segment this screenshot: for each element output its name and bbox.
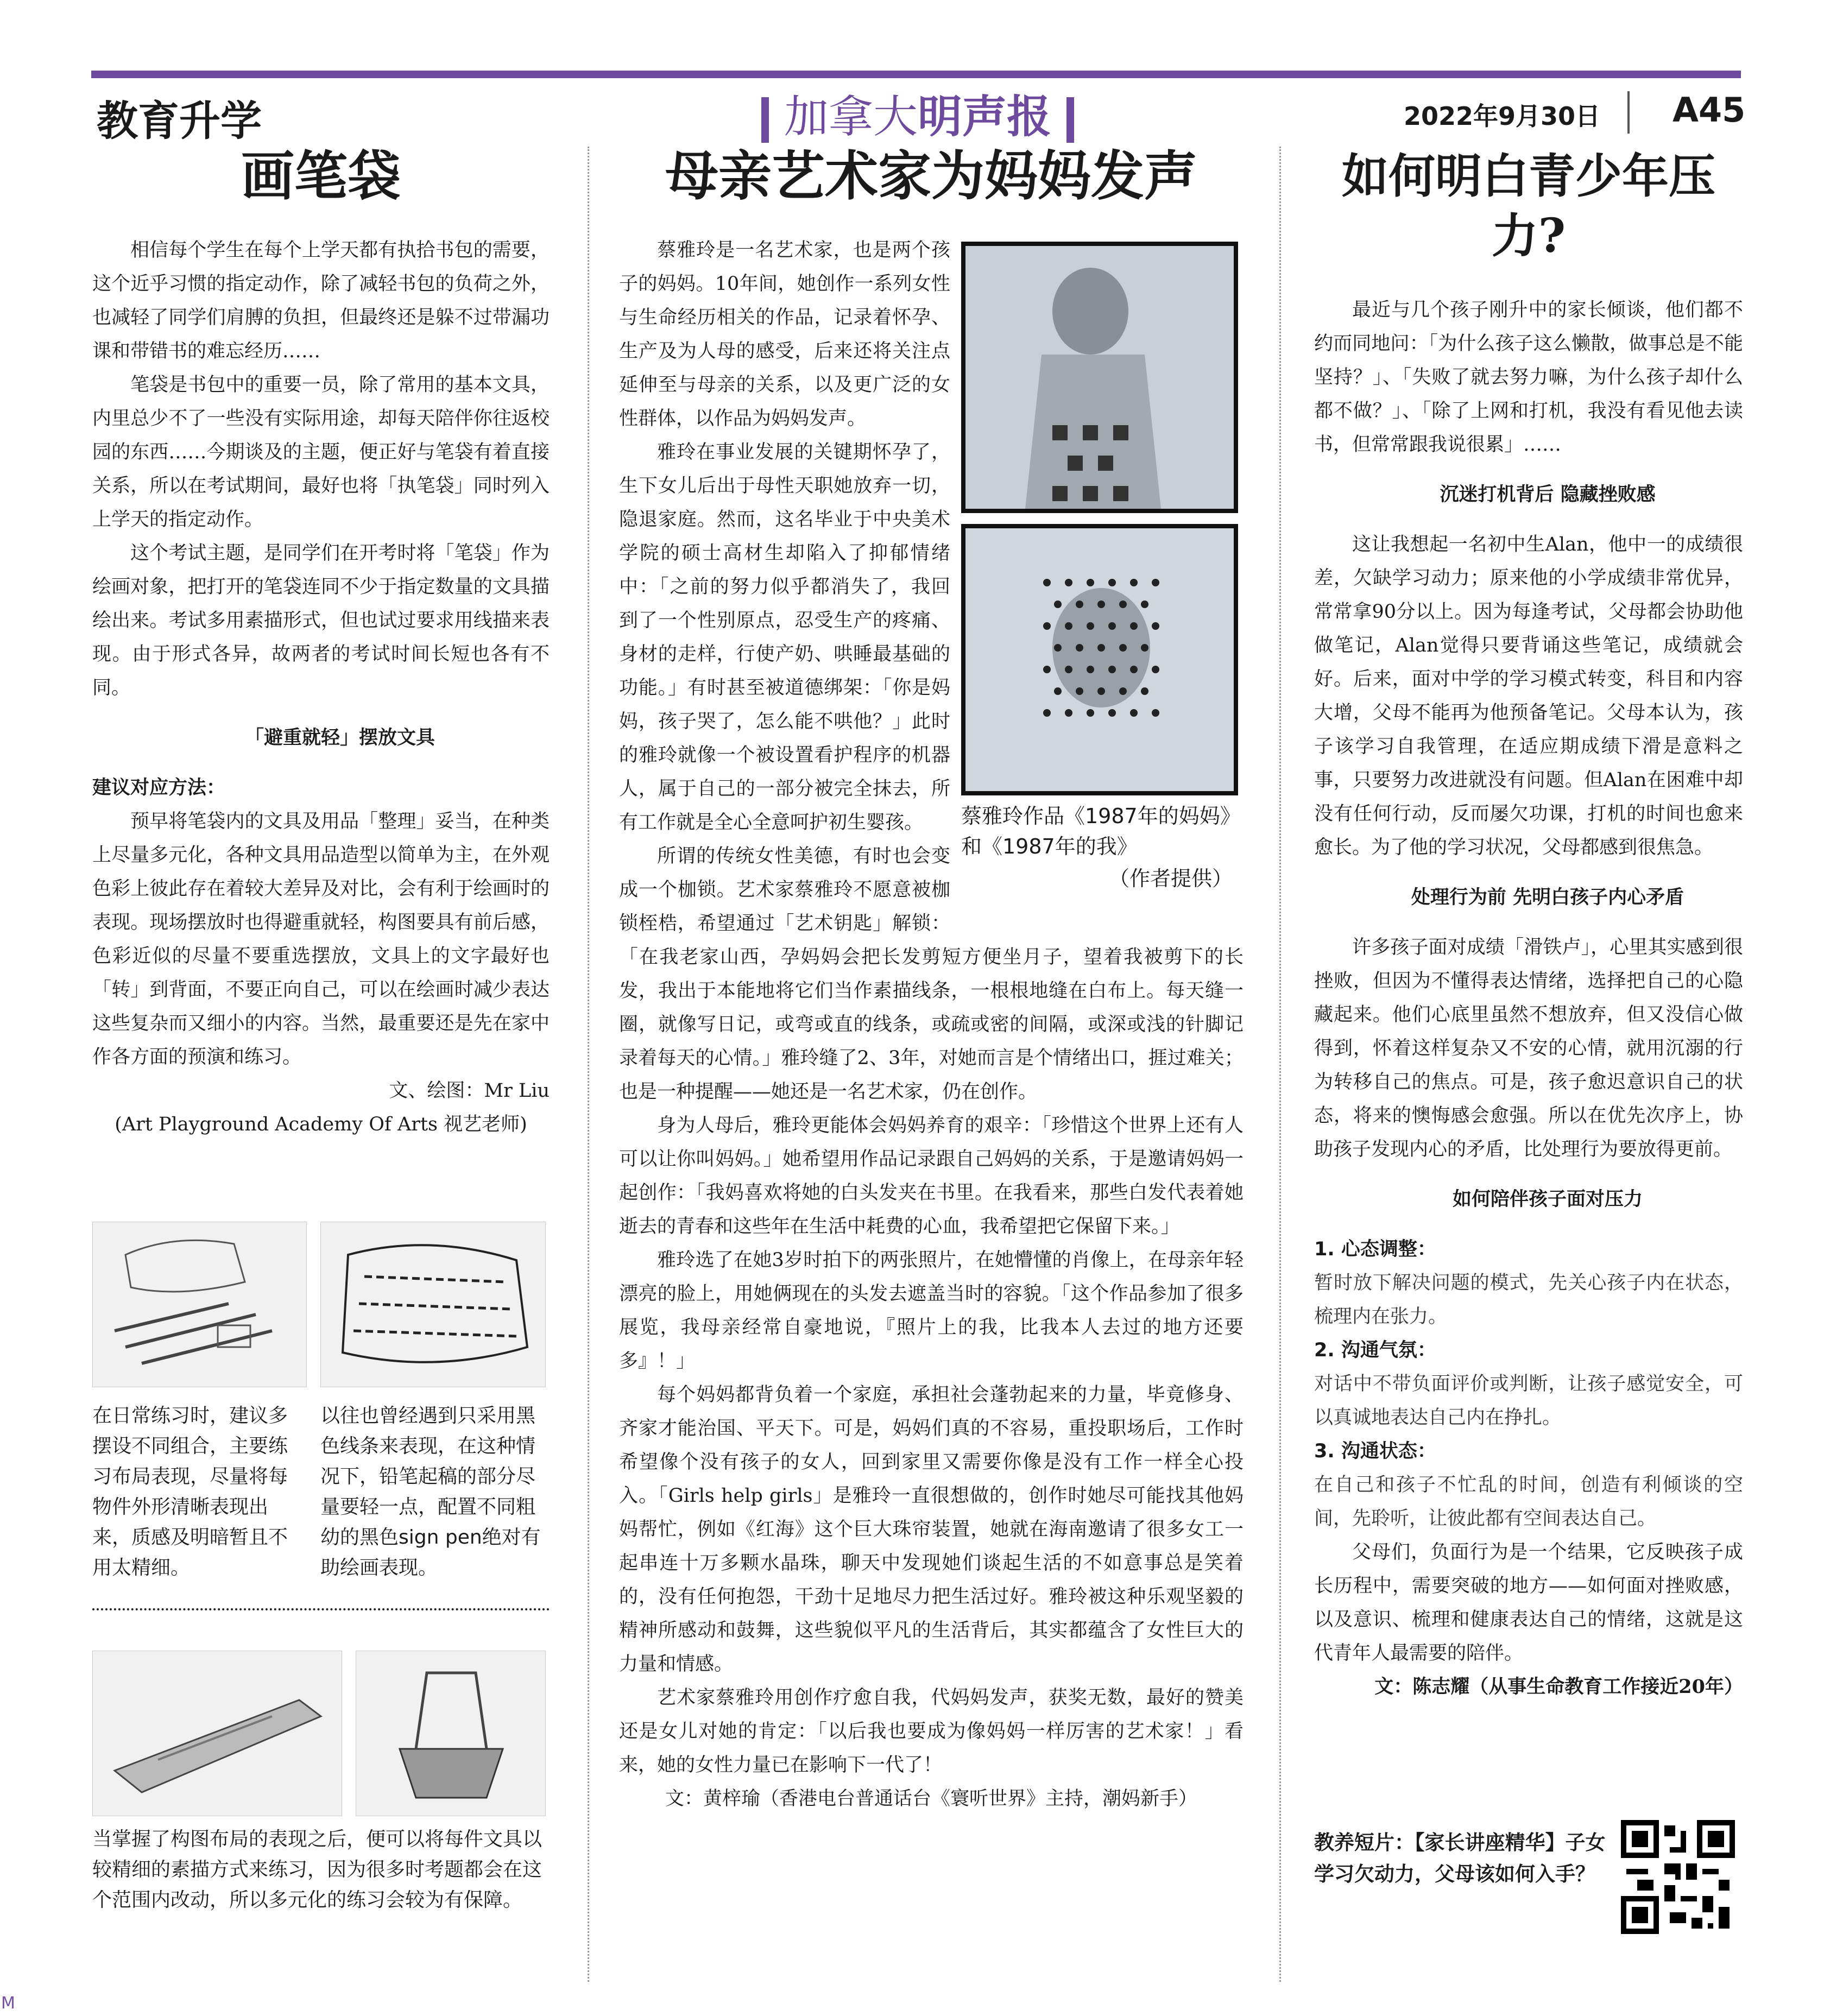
qr-pattern-icon — [1621, 1820, 1735, 1934]
artwork-photo-self — [961, 524, 1238, 795]
paragraph: 每个妈妈都背负着一个家庭，承担社会蓬勃起来的力量，毕竟修身、齐家才能治国、平天下。可是，妈妈们真的不容易，重投职场后，工作时希望像个没有孩子的女人，回到家里又需要你像是没有工作一样全心投入。「Girls help girls」是雅玲一直很想做的，创作时她尽可能找其他妈妈帮忙，例如《红海》这个巨大珠帘装置，她就在海南邀请了很多女工一起串连十万多颗水晶珠，聊天中发现她们谈起生活的不如意事总是笑着的，没有任何抱怨，干劲十足地尽力把生活过好。雅玲被这种乐观坚毅的精神所感动和鼓舞，这些貌似平凡的生活背后，其实都蕴含了女性巨大的力量和情感。 — [619, 1384, 1244, 1675]
registration-mark: M — [1, 1994, 15, 2013]
subheading: 如何陪伴孩子面对压力 — [1452, 1188, 1643, 1210]
photo-caption: 蔡雅玲作品《1987年的妈妈》和《1987年的我》 — [961, 804, 1241, 858]
header-rule — [91, 71, 1741, 78]
binder-clip-sketch-icon — [356, 1651, 546, 1816]
subheading: 处理行为前 先明白孩子内心矛盾 — [1411, 886, 1684, 908]
column-rule-right — [1279, 147, 1281, 1982]
byline-org: (Art Playground Academy Of Arts 视艺老师) — [115, 1114, 527, 1135]
paragraph: 这让我想起一名初中生Alan，他中一的成绩很差，欠缺学习动力；原来他的小学成绩非常优异，常常拿90分以上。因为每逢考试，父母都会协助他做笔记，Alan觉得只要背诵这些笔记，成绩就会好。后来，面对中学的学习模式转变，科目和内容大增，父母不能再为他预备笔记。父母本认为，孩子该学习自我管理，在适应期成绩下滑是意料之事，只要努力改进就没有问题。但Alan在困难中却没有任何行动，反而屡欠功课，打机的时间也愈来愈长。为了他的学习状况，父母都感到很焦急。 — [1314, 534, 1743, 858]
paragraph: 最近与几个孩子刚升中的家长倾谈，他们都不约而同地问：「为什么孩子这么懒散，做事总是不能坚持？」、「失败了就去努力嘛，为什么孩子却什么都不做？」、「除了上网和打机，我没有看见他去读书，但常常跟我说很累」…… — [1314, 299, 1743, 456]
page-number: A45 — [1672, 90, 1746, 130]
paragraph: 雅玲选了在她3岁时拍下的两张照片，在她懵懂的肖像上，在母亲年轻漂亮的脸上，用她俩现在的头发去遮盖当时的容貌。「这个作品参加了很多展览，我母亲经常自豪地说，『照片上的我，比我本人去过的地方还要多』！」 — [619, 1249, 1244, 1372]
masthead-prefix: 加拿大 — [784, 91, 918, 143]
masthead — [739, 81, 1097, 145]
article-teen-stress — [1314, 147, 1743, 1704]
cutter-sketch-icon — [93, 1651, 342, 1816]
sketch-pencil-case-2 — [320, 1222, 546, 1387]
paragraph: 蔡雅玲是一名艺术家，也是两个孩子的妈妈。10年间，她创作一系列女性与生命经历相关的作品，记录着怀孕、生产及为人母的感受，后来还将关注点延伸至与母亲的关系，以及更广泛的女性群体，以作品为妈妈发声。 — [619, 239, 950, 429]
paragraph: 许多孩子面对成绩「滑铁卢」，心里其实感到很挫败，但因为不懂得表达情绪，选择把自己的心隐藏起来。他们心底里虽然不想放弃，但又没信心做得到，怀着这样复杂又不安的心情，就用沉溺的行为转移自己的焦点。可是，孩子愈迟意识自己的状态，将来的懊悔感会愈强。所以在优先次序上，协助孩子发现内心的矛盾，比处理行为要放得更前。 — [1314, 937, 1743, 1160]
portrait-dots-icon — [965, 528, 1234, 791]
issue-date: 2022年9月30日 — [1404, 102, 1601, 131]
tip-heading-1: 1. 心态调整： — [1314, 1238, 1436, 1260]
section-title: 教育升学 — [97, 97, 262, 145]
advice-label: 建议对应方法： — [92, 776, 226, 799]
byline: 文：陈志耀（从事生命教育工作接近20年） — [1374, 1676, 1743, 1698]
header-divider — [1627, 91, 1630, 134]
ink-sketch-icon — [321, 1222, 546, 1387]
paragraph: 这个考试主题，是同学们在开考时将「笔袋」作为绘画对象，把打开的笔袋连同不少于指定数量的文具描绘出来。考试多用素描形式，但也试过要求用线描来表现。由于形式各异，故两者的考试时间长短也各有不同。 — [92, 542, 550, 699]
paragraph: 所谓的传统女性美德，有时也会变成一个枷锁。艺术家蔡雅玲不愿意被枷锁桎梏，希望通过「艺术钥匙」解锁：「在我老家山西，孕妈妈会把长发剪短方便坐月子，望着我被剪下的长发，我出于本能地将它们当作素描线条，一根根地缝在白布上。每天缝一圈，就像写日记，或弯或直的线条，或疏或密的间隔，或深或浅的针脚记录着每天的心情。」雅玲缝了2、3年，对她而言是个情绪出口，捱过难关；也是一种提醒——她还是一名艺术家，仍在创作。 — [619, 845, 1244, 1103]
sketch-pencil-case-1 — [92, 1222, 307, 1387]
portrait-hair-icon — [965, 246, 1234, 509]
paragraph: 相信每个学生在每个上学天都有执拾书包的需要，这个近乎习惯的指定动作，除了减轻书包的负荷之外，也减轻了同学们肩膊的负担，但最终还是躲不过带漏功课和带错书的难忘经历…… — [92, 239, 550, 362]
tip-text-3: 在自己和孩子不忙乱的时间，创造有利倾谈的空间，先聆听，让彼此都有空间表达自己。 — [1314, 1474, 1743, 1530]
article-title: 母亲艺术家为妈妈发声 — [665, 145, 1197, 207]
subheading: 沉迷打机背后 隐藏挫败感 — [1440, 483, 1656, 505]
pencil-sketch-icon — [93, 1222, 307, 1387]
paragraph: 笔袋是书包中的重要一员，除了常用的基本文具，内里总少不了一些没有实际用途，却每天陪伴你往返校园的东西……今期谈及的主题，便正好与笔袋有着直接关系，所以在考试期间，最好也将「执笔袋」同时列入上学天的指定动作。 — [92, 374, 550, 530]
masthead-bar-left — [761, 97, 769, 143]
byline: 文、绘图：Mr Liu — [389, 1080, 550, 1102]
artwork-photo-mother — [961, 242, 1238, 513]
qr-code-icon[interactable] — [1621, 1820, 1735, 1934]
article-title: 如何明白青少年压力? — [1342, 149, 1715, 263]
video-promo[interactable]: 教养短片：【家长讲座精华】子女学习欠动力，父母该如何入手？ — [1314, 1831, 1606, 1886]
caption-sketch-2: 以往也曾经遇到只采用黑色线条来表现，在这种情况下，铅笔起稿的部分尽量要轻一点，配置不同粗幼的黑色sign pen绝对有助绘画表现。 — [320, 1405, 541, 1579]
caption-sketch-1: 在日常练习时，建议多摆设不同组合，主要练习布局表现，尽量将每物件外形清晰表现出来，质感及明暗暂且不用太精细。 — [92, 1405, 288, 1579]
article-pencil-case — [92, 147, 550, 1141]
masthead-bar-right — [1066, 97, 1074, 143]
masthead-name: 明声报 — [918, 91, 1052, 143]
caption-sketch-3: 当掌握了构图布局的表现之后，便可以将每件文具以较精细的素描方式来练习，因为很多时考题都会在这个范围内改动，所以多元化的练习会较为有保障。 — [92, 1828, 542, 1911]
sketch-cutter — [92, 1651, 342, 1816]
subheading: 「避重就轻」摆放文具 — [244, 726, 435, 749]
byline: 文：黄梓瑜（香港电台普通话台《寰听世界》主持，潮妈新手） — [665, 1788, 1197, 1810]
article-title: 画笔袋 — [241, 145, 401, 207]
paragraph: 艺术家蔡雅玲用创作疗愈自我，代妈妈发声，获奖无数，最好的赞美还是女儿对她的肯定：「以后我也要成为像妈妈一样厉害的艺术家！」看来，她的女性力量已在影响下一代了！ — [619, 1687, 1244, 1776]
paragraph: 父母们，负面行为是一个结果，它反映孩子成长历程中，需要突破的地方——如何面对挫败感，以及意识、梳理和健康表达自己的情绪，这就是这代青年人最需要的陪伴。 — [1314, 1541, 1743, 1664]
sketch-binder-clip — [356, 1651, 546, 1816]
paragraph: 身为人母后，雅玲更能体会妈妈养育的艰辛：「珍惜这个世界上还有人可以让你叫妈妈。」她希望用作品记录跟自己妈妈的关系，于是邀请妈妈一起创作：「我妈喜欢将她的白头发夹在书里。在我看来，那些白发代表着她逝去的青春和这些年在生活中耗费的心血，我希望把它保留下来。」 — [619, 1115, 1244, 1237]
column-rule-left — [588, 147, 589, 1982]
dotted-divider — [92, 1608, 550, 1610]
tip-heading-2: 2. 沟通气氛： — [1314, 1339, 1436, 1361]
tip-text-1: 暂时放下解决问题的模式，先关心孩子内在状态，梳理内在张力。 — [1314, 1272, 1743, 1328]
photo-credit: （作者提供） — [1108, 867, 1233, 890]
tip-heading-3: 3. 沟通状态： — [1314, 1440, 1436, 1462]
tip-text-2: 对话中不带负面评价或判断，让孩子感觉安全，可以真诚地表达自己内在挣扎。 — [1314, 1373, 1743, 1429]
paragraph: 预早将笔袋内的文具及用品「整理」妥当，在种类上尽量多元化，各种文具用品造型以简单为主，在外观色彩上彼此存在着较大差异及对比，会有利于绘画时的表现。现场摆放时也得避重就轻，构图要具有前后感，色彩近似的尽量不要重选摆放，文具上的文字最好也「转」到背面，不要正向自己，可以在绘画时减少表达这些复杂而又细小的内容。当然，最重要还是先在家中作各方面的预演和练习。 — [92, 811, 550, 1068]
paragraph: 雅玲在事业发展的关键期怀孕了，生下女儿后出于母性天职她放弃一切，隐退家庭。然而，这名毕业于中央美术学院的硕士高材生却陷入了抑郁情绪中：「之前的努力似乎都消失了，我回到了一个性别原点，忍受生产的疼痛、身材的走样，行使产奶、哄睡最基础的功能。」有时甚至被道德绑架：「你是妈妈，孩子哭了，怎么能不哄他？」此时的雅玲就像一个被设置看护程序的机器人，属于自己的一部分被完全抹去，所有工作就是全心全意呵护初生婴孩。 — [619, 441, 950, 833]
